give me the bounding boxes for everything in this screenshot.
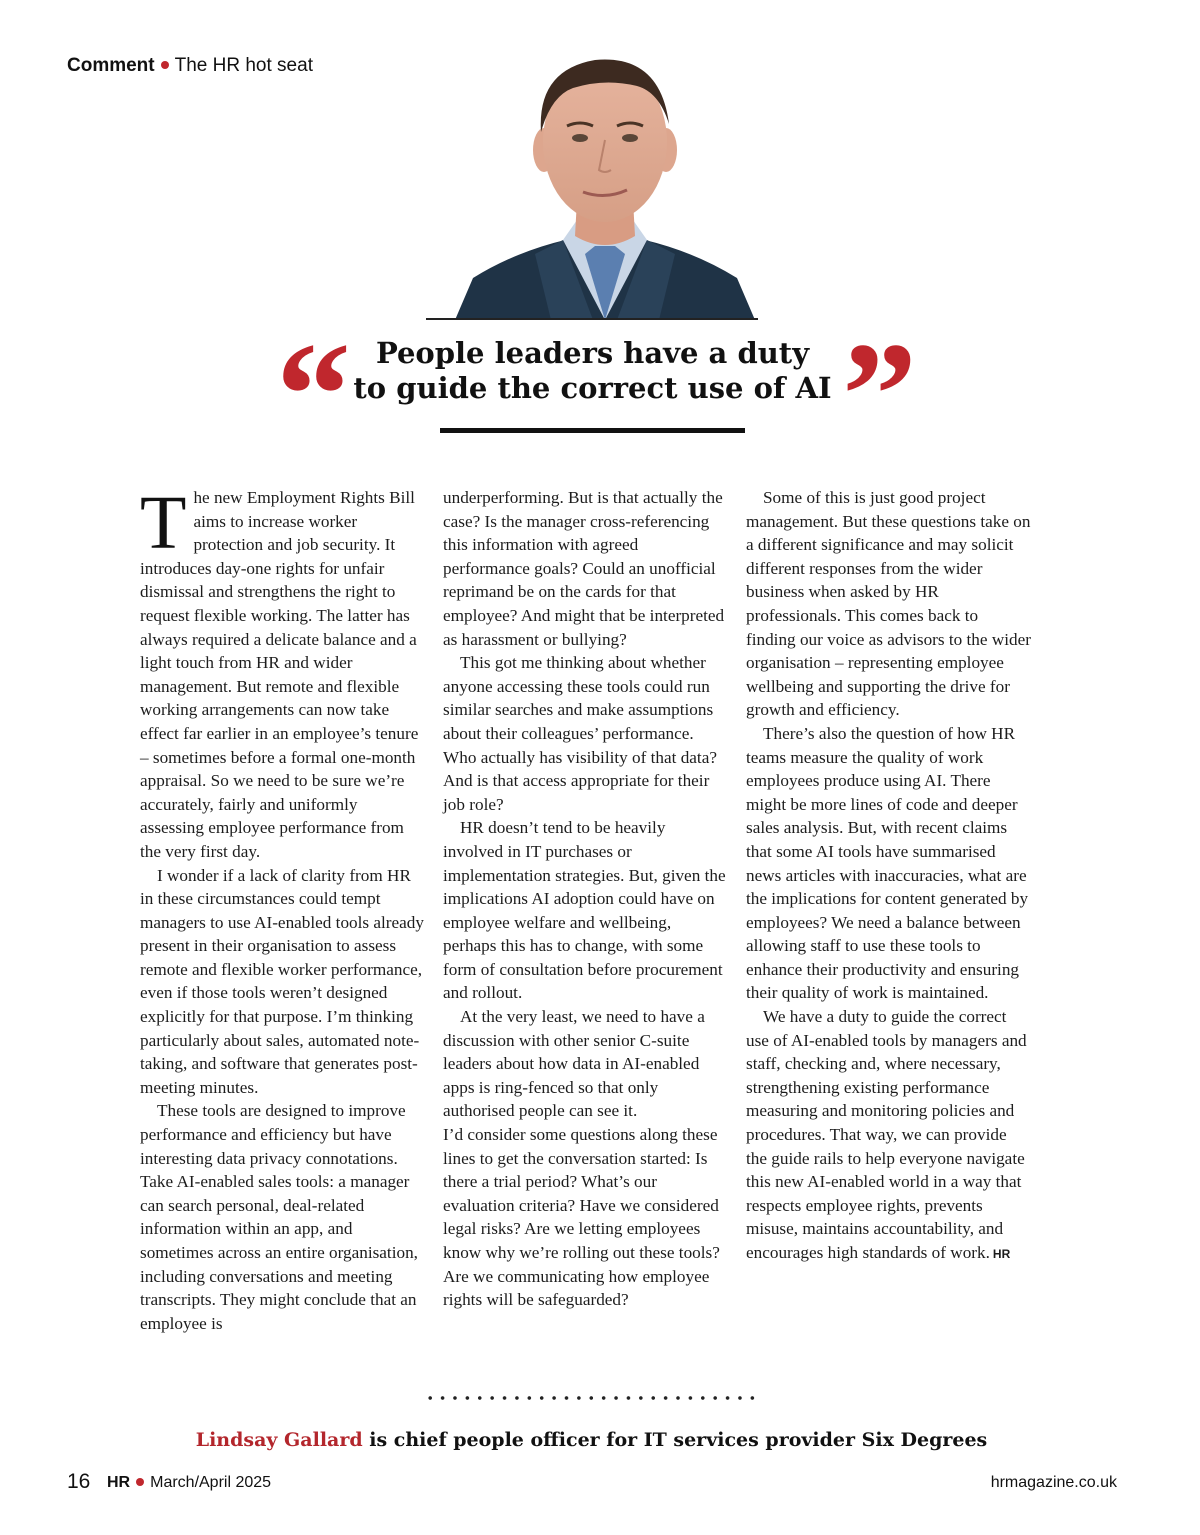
section-label <box>67 55 313 77</box>
page-number: 16 <box>67 1470 91 1493</box>
hr-signoff: HR <box>992 1247 1011 1261</box>
paragraph: Some of this is just good project management. But these questions take on a different significance and may solicit different responses from the wider business when asked by HR professionals. This comes back to finding our voice as advisors to the wider organisation – representing employee wellbeing and supporting the drive for growth and efficiency. <box>746 488 1031 720</box>
author-byline <box>0 1429 1183 1451</box>
author-description: is chief people officer for IT services provider Six Degrees <box>362 1429 988 1451</box>
author-portrait <box>455 40 755 320</box>
paragraph: At the very least, we need to have a discussion with other senior C-suite leaders about how data in AI-enabled apps is ring-fenced so that only authorised people can see it. <box>443 1007 705 1121</box>
article-column-1 <box>140 481 425 1335</box>
bullet-dot-icon <box>161 61 169 69</box>
dotted-divider <box>424 1394 760 1402</box>
paragraph-text: We have a duty to guide the correct use of AI-enabled tools by managers and staff, checking and, where necessary, strengthening existing performance measuring and monitoring policies and procedures. That way, we can provide the guide rails to help everyone navigate this new AI-enabled world in a way that respects employee rights, prevents misuse, maintains accountability, and encourages high standards of work. <box>746 1007 1027 1262</box>
paragraph: This got me thinking about whether anyone accessing these tools could run similar searches and make assumptions about their colleagues’ performance. Who actually has visibility of that data? And is that access appropriate for their job role? <box>443 653 717 814</box>
section-kicker: Comment <box>67 55 155 76</box>
author-name: Lindsay Gallard <box>195 1429 363 1451</box>
magazine-name: HR <box>107 1474 131 1491</box>
website-url: hrmagazine.co.uk <box>990 1474 1117 1491</box>
paragraph: These tools are designed to improve performance and efficiency but have interesting data privacy connotations. Take AI-enabled sales tools: a manager can search personal, deal-related information within an app, and sometimes across an entire organisation, including conversations and meeting transcripts. They might conclude that an employee is <box>140 1101 418 1333</box>
section-name: The HR hot seat <box>174 55 313 76</box>
article-column-3 <box>746 486 1031 1267</box>
close-quote-icon: ” <box>842 312 917 478</box>
paragraph <box>140 481 425 864</box>
paragraph: underperforming. But is that actually the case? Is the manager cross-referencing this information with agreed performance goals? Could an unofficial reprimand be on the cards for that employee? And might that be interpreted as harassment or bullying? <box>443 488 725 649</box>
article-column-2 <box>443 486 728 1312</box>
paragraph: I’d consider some questions along these lines to get the conversation started: Is there a trial period? What’s our evaluation criteria? Have we considered legal risks? Are we letting employees know why we’re rolling out these tools? Are we communicating how employee rights will be safeguarded? <box>443 1125 720 1310</box>
bullet-dot-icon <box>136 1478 144 1486</box>
issue-date: March/April 2025 <box>150 1474 272 1491</box>
quote-rule <box>440 428 745 433</box>
paragraph: HR doesn’t tend to be heavily involved in IT purchases or implementation strategies. But, given the implications AI adoption could have on employee welfare and wellbeing, perhaps this has to change, with some form of consultation before procurement and rollout. <box>443 818 726 1003</box>
pull-quote-line-1: People leaders have a duty <box>375 336 810 370</box>
portrait-rule <box>426 318 758 320</box>
pull-quote <box>345 336 840 406</box>
paragraph <box>746 1005 1031 1267</box>
drop-cap: T <box>140 481 187 565</box>
paragraph: There’s also the question of how HR teams measure the quality of work employees produce using AI. There might be more lines of code and deeper sales analysis. But, with recent claims that some AI tools have summarised news articles with inaccuracies, what are the implications for content generated by employees? We need a balance between allowing staff to use these tools to enhance their productivity and ensuring their quality of work is maintained. <box>746 723 1029 1003</box>
pull-quote-line-2: to guide the correct use of AI <box>353 371 832 405</box>
paragraph-text: he new Employment Rights Bill aims to increase worker protection and job security. It introduces day-one rights for unfair dismissal and strengthens the right to request flexible working. The latter has always required a delicate balance and a light touch from HR and wider management. But remote and flexible working arrangements can now take effect far earlier in an employee’s tenure – sometimes before a formal one-month appraisal. So we need to be sure we’re accurately, fairly and uniformly assessing employee performance from the very first day. <box>140 488 419 861</box>
issue-info <box>107 1474 271 1492</box>
open-quote-icon: “ <box>276 312 351 478</box>
paragraph: I wonder if a lack of clarity from HR in these circumstances could tempt managers to use AI-enabled tools already present in their organisation to assess remote and flexible worker performance, even if those tools weren’t designed explicitly for that purpose. I’m thinking particularly about sales, automated note-taking, and software that generates post-meeting minutes. <box>140 865 424 1097</box>
